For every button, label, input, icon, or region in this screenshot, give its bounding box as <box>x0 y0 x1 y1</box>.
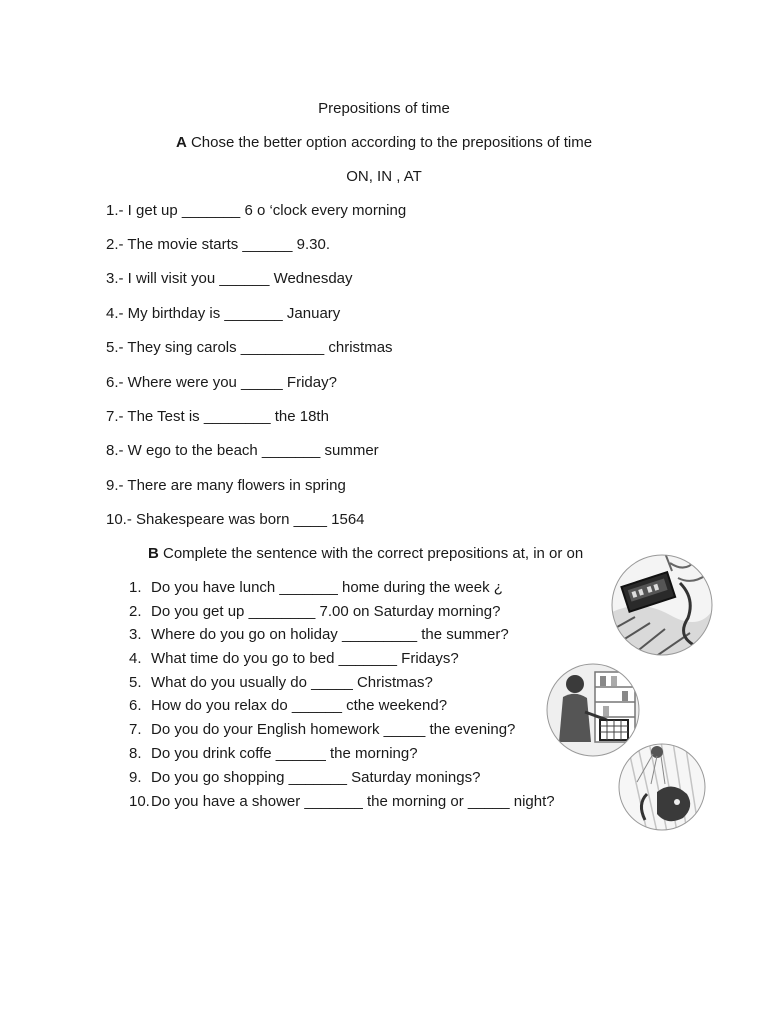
section-b-instruction <box>148 545 583 562</box>
section-b-instruction-text: Complete the sentence with the correct prepositions at, in or on <box>158 545 584 562</box>
alarm-clock-illustration <box>610 553 714 657</box>
question-number: 10. <box>129 793 150 810</box>
section-a-question: 2.- The movie starts ______ 9.30. <box>106 236 331 253</box>
section-b-question <box>129 793 555 810</box>
question-number: 9. <box>129 769 142 786</box>
section-b-question <box>129 745 418 762</box>
section-a-question: 9.- There are many flowers in spring <box>106 477 346 494</box>
section-b-question <box>129 769 480 786</box>
shower-illustration <box>617 742 707 832</box>
worksheet-title: Prepositions of time <box>318 100 450 117</box>
section-a-question: 8.- W ego to the beach _______ summer <box>106 442 379 459</box>
question-text: What time do you go to bed _______ Fridays? <box>151 650 459 667</box>
question-text: Do you have a shower _______ the morning or _____ night? <box>151 793 555 810</box>
section-a-question: 7.- The Test is ________ the 18th <box>106 408 329 425</box>
section-b-question <box>129 603 500 620</box>
section-a-instruction <box>0 134 768 151</box>
section-a-question: 4.- My birthday is _______ January <box>106 305 341 322</box>
section-a-question: 10.- Shakespeare was born ____ 1564 <box>106 511 365 528</box>
section-b-letter: B <box>148 545 159 562</box>
question-text: Do you do your English homework _____ the evening? <box>151 721 516 738</box>
question-number: 1. <box>129 579 142 596</box>
question-text: Do you drink coffe ______ the morning? <box>151 745 418 762</box>
question-text: What do you usually do _____ Christmas? <box>151 674 433 691</box>
question-text: Do you go shopping _______ Saturday monings? <box>151 769 481 786</box>
question-number: 6. <box>129 697 142 714</box>
section-b-question <box>129 626 509 643</box>
section-a-question: 5.- They sing carols __________ christmas <box>106 339 393 356</box>
question-number: 5. <box>129 674 142 691</box>
section-b-question <box>129 697 447 714</box>
question-text: How do you relax do ______ cthe weekend? <box>151 697 448 714</box>
question-number: 8. <box>129 745 142 762</box>
question-number: 3. <box>129 626 142 643</box>
question-text: Where do you go on holiday _________ the summer? <box>151 626 509 643</box>
section-a-letter: A <box>175 134 187 151</box>
question-number: 2. <box>129 603 142 620</box>
section-b-question <box>129 579 503 596</box>
section-a-question: 1.- I get up _______ 6 o ‘clock every morning <box>106 202 407 219</box>
question-number: 4. <box>129 650 142 667</box>
section-a-instruction-text: Chose the better option according to the prepositions of time <box>186 134 593 151</box>
section-a-question: 6.- Where were you _____ Friday? <box>106 374 337 391</box>
section-b-question <box>129 674 433 691</box>
question-text: Do you get up ________ 7.00 on Saturday morning? <box>151 603 501 620</box>
section-a-question: 3.- I will visit you ______ Wednesday <box>106 270 353 287</box>
section-b-question <box>129 650 459 667</box>
question-text: Do you have lunch _______ home during the week ¿ <box>151 579 503 596</box>
question-number: 7. <box>129 721 142 738</box>
section-b-question <box>129 721 515 738</box>
section-a-options: ON, IN , AT <box>346 168 422 185</box>
